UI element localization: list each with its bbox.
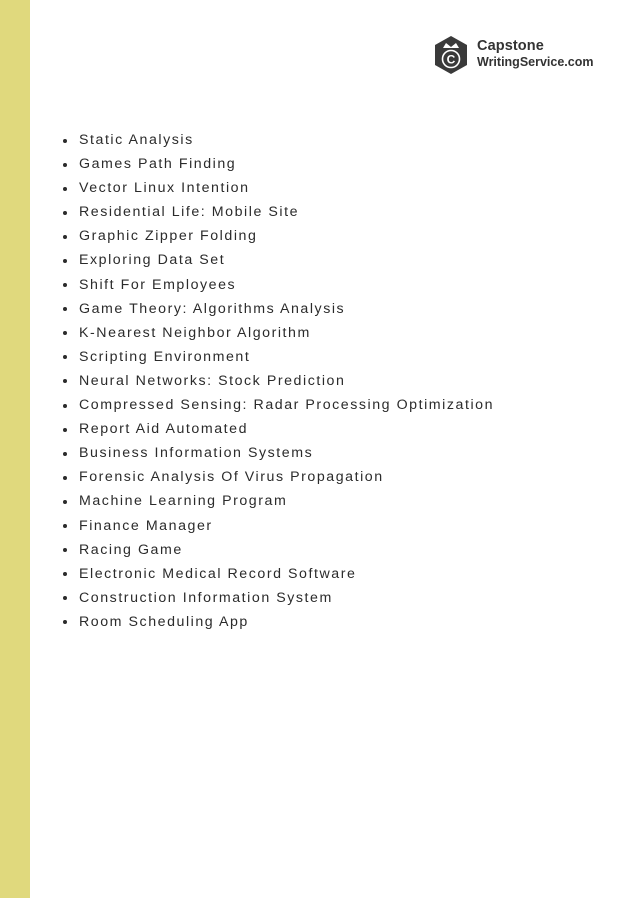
bullet-icon [63,428,67,432]
bullet-icon [63,404,67,408]
list-item [62,248,494,272]
bullet-icon [63,187,67,191]
bullet-icon [63,500,67,504]
bullet-icon [63,139,67,143]
sidebar-stripe [0,0,30,898]
list-item [62,200,494,224]
topic-text: Racing Game [79,541,183,558]
topic-text: Machine Learning Program [79,493,288,510]
page-bottom-margin [0,898,638,903]
bullet-icon [63,259,67,263]
list-item [62,321,494,345]
brand-name [477,38,593,70]
bullet-icon [63,596,67,600]
list-item [62,610,494,634]
list-item [62,417,494,441]
list-item [62,538,494,562]
topic-text: Exploring Data Set [79,252,226,269]
bullet-icon [63,235,67,239]
list-item [62,273,494,297]
topic-text: Neural Networks: Stock Prediction [79,372,346,389]
topic-text: Finance Manager [79,517,213,534]
bullet-icon [63,476,67,480]
bullet-icon [63,163,67,167]
topic-text: Electronic Medical Record Software [79,565,357,582]
bullet-icon [63,620,67,624]
list-item [62,514,494,538]
topic-text: Vector Linux Intention [79,180,250,197]
topic-text: Report Aid Automated [79,421,249,438]
topic-text: Business Information Systems [79,445,314,462]
topic-text: Games Path Finding [79,156,237,173]
topic-text: Static Analysis [79,132,194,148]
list-item [62,489,494,513]
crown-shield-icon [432,34,470,76]
topic-text: K-Nearest Neighbor Algorithm [79,324,311,341]
badge-letter: C [446,52,456,67]
brand-line-1: Capstone [477,38,544,54]
list-item [62,152,494,176]
topic-text: Graphic Zipper Folding [79,228,258,245]
topic-text: Room Scheduling App [79,613,249,630]
bullet-icon [63,379,67,383]
topic-text: Shift For Employees [79,276,237,293]
topic-text: Scripting Environment [79,348,251,365]
list-item [62,369,494,393]
bullet-icon [63,331,67,335]
list-item [62,176,494,200]
list-item [62,297,494,321]
topic-text: Construction Information System [79,589,333,606]
topic-list [62,128,494,634]
list-item [62,441,494,465]
bullet-icon [63,307,67,311]
topic-text: Game Theory: Algorithms Analysis [79,300,346,317]
bullet-icon [63,283,67,287]
list-item [62,465,494,489]
list-item [62,128,494,152]
list-item [62,224,494,248]
topic-text: Compressed Sensing: Radar Processing Optimization [79,397,495,414]
list-item [62,345,494,369]
topic-text: Residential Life: Mobile Site [79,204,300,221]
list-item [62,586,494,610]
list-item [62,562,494,586]
list-item [62,393,494,417]
brand-logo [432,34,622,78]
bullet-icon [63,524,67,528]
bullet-icon [63,452,67,456]
bullet-icon [63,548,67,552]
topic-text: Forensic Analysis Of Virus Propagation [79,469,384,486]
brand-line-2: WritingService.com [477,55,594,69]
bullet-icon [63,211,67,215]
bullet-icon [63,355,67,359]
bullet-icon [63,572,67,576]
